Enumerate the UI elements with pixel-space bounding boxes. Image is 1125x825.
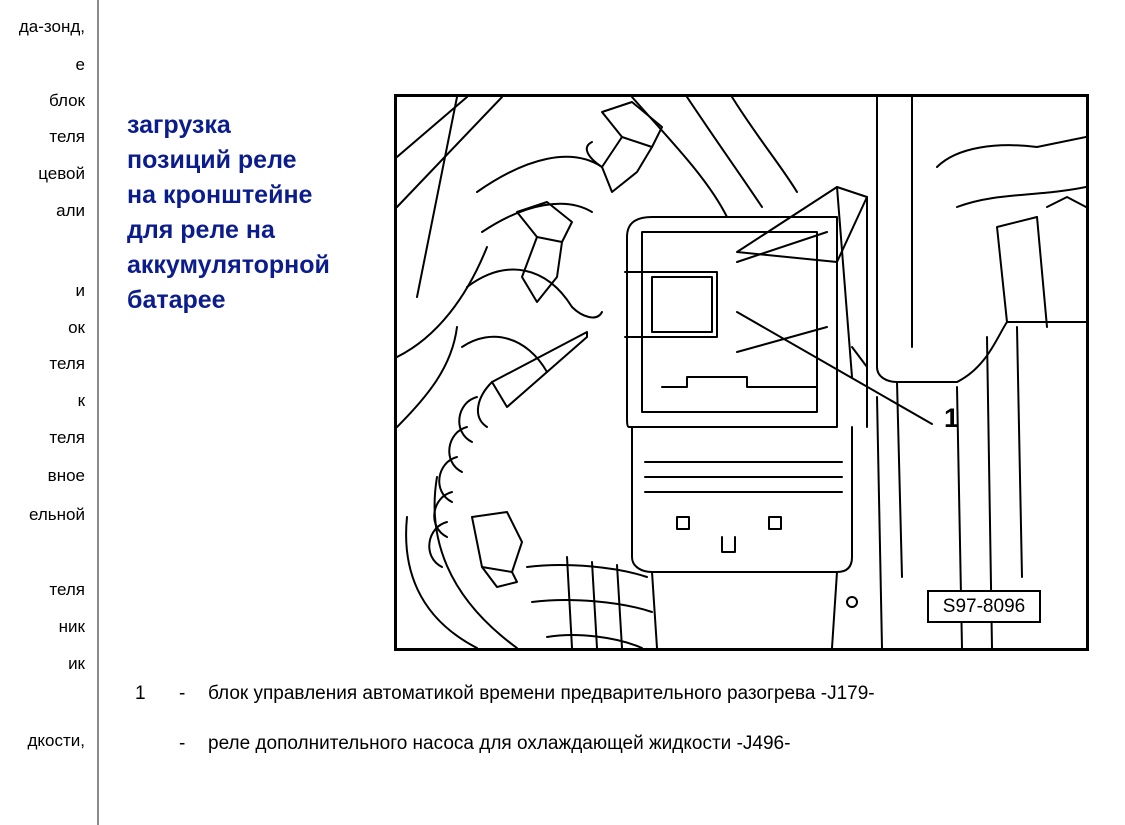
sidebar-link-fragment[interactable]: теля (49, 127, 85, 146)
sidebar-link-fragment[interactable]: и (75, 281, 85, 300)
relay-bracket-drawing (397, 97, 1086, 648)
relay-bracket-figure (394, 94, 1089, 651)
sidebar-link-fragment[interactable]: е (75, 55, 85, 74)
sidebar-link-fragment[interactable]: ик (68, 654, 85, 673)
legend-dash: - (179, 733, 186, 754)
sidebar-link-fragment[interactable]: ок (68, 318, 85, 337)
sidebar-link-fragment[interactable]: теля (49, 428, 85, 447)
section-title: загрузка позиций реле на кронштейне для реле на аккумуляторной батарее (127, 111, 330, 314)
sidebar-link-fragment[interactable]: вное (47, 466, 85, 485)
sidebar-link-fragment[interactable]: теля (49, 580, 85, 599)
sidebar-link-fragment[interactable]: да-зонд, (18, 17, 85, 36)
sidebar-link-fragment[interactable]: к (77, 391, 85, 410)
figure-code-label: S97-8096 (927, 590, 1041, 623)
callout-number: 1 (944, 403, 960, 433)
sidebar-link-fragment[interactable]: али (56, 201, 85, 220)
sidebar-link-fragment[interactable]: теля (49, 354, 85, 373)
sidebar-link-fragment[interactable]: цевой (38, 164, 85, 183)
left-navigation-panel (0, 0, 99, 825)
legend-dash: - (179, 683, 186, 704)
sidebar-link-fragment[interactable]: блок (49, 91, 85, 110)
sidebar-link-fragment[interactable]: дкости, (27, 731, 85, 750)
sidebar-link-fragment[interactable]: ник (58, 617, 85, 636)
legend-number: 1 (135, 683, 146, 704)
legend-text: блок управления автоматикой времени предварительного разогрева -J179- (208, 683, 875, 704)
sidebar-link-fragment[interactable]: ельной (28, 505, 85, 524)
legend-text: реле дополнительного насоса для охлаждающей жидкости -J496- (208, 733, 791, 754)
